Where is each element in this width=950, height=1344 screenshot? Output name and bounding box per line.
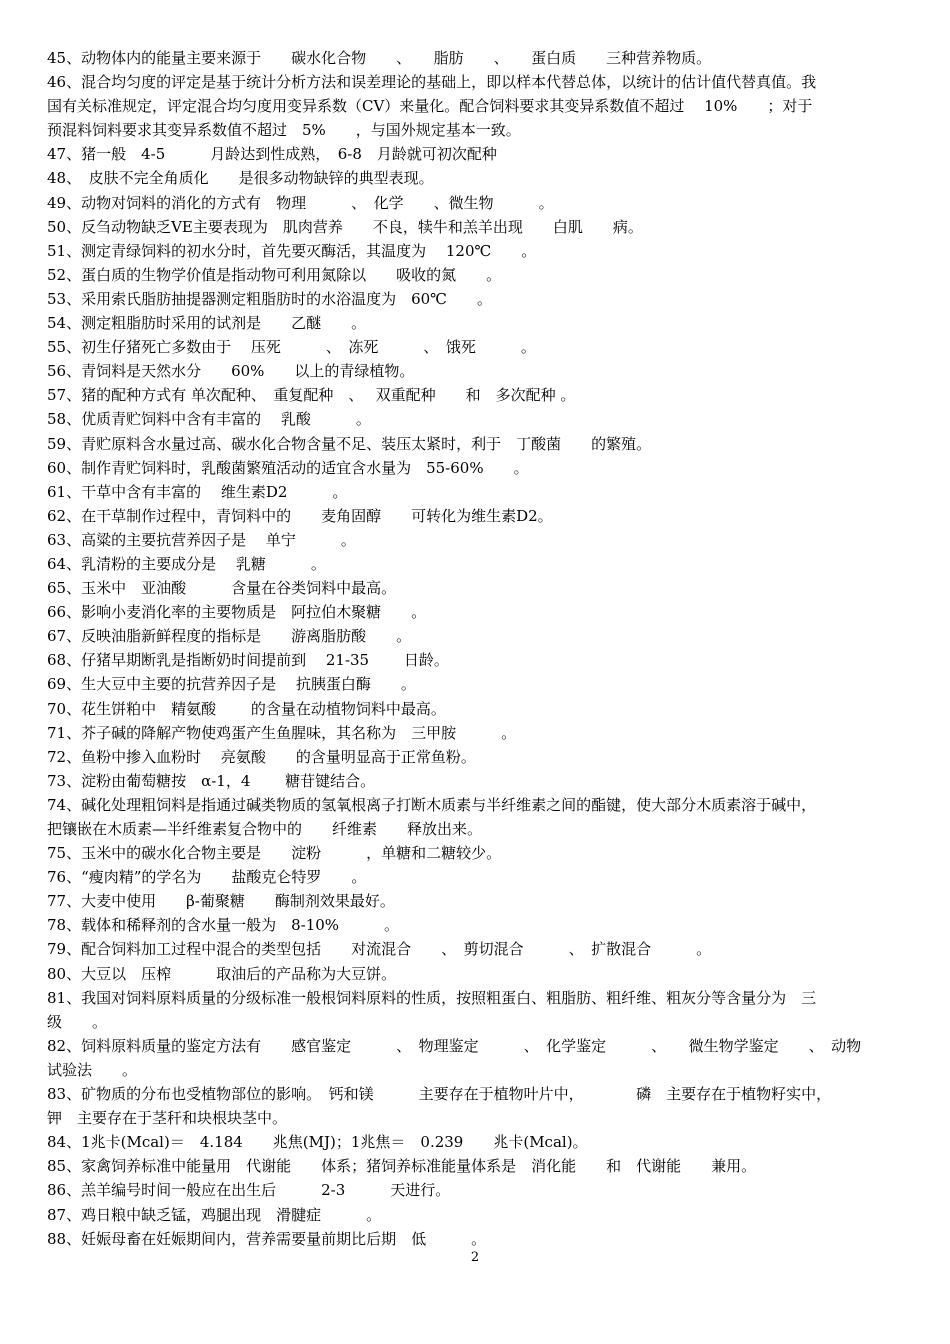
question-line: 69、生大豆中主要的抗营养因子是 抗胰蛋白酶 。	[47, 675, 416, 694]
question-line: 国有关标准规定，评定混合均匀度用变异系数（CV）来量化。配合饲料要求其变异系数值不超过 10% ；对于	[47, 97, 813, 116]
question-line: 59、青贮原料含水量过高、碳水化合物含量不足、装压太紧时，利于 丁酸菌 的繁殖。	[47, 434, 652, 453]
question-line: 钾 主要存在于茎秆和块根块茎中。	[47, 1109, 288, 1128]
question-line: 试验法 。	[47, 1060, 138, 1079]
question-line: 80、大豆以 压榨 取油后的产品称为大豆饼。	[47, 964, 397, 983]
question-line: 83、矿物质的分布也受植物部位的影响。 钙和镁 主要存在于植物叶片中， 磷 主要存在于植物籽实中，	[47, 1085, 832, 1104]
question-line: 50、反刍动物缺乏VE主要表现为 肌肉营养 不良，犊牛和羔羊出现 白肌 病。	[47, 217, 643, 236]
question-line: 把镶嵌在木质素—半纤维素复合物中的 纤维素 释放出来。	[47, 820, 483, 838]
question-line: 66、影响小麦消化率的主要物质是 阿拉伯木聚糖 。	[47, 603, 427, 622]
question-line: 87、鸡日粮中缺乏锰，鸡腿出现 滑腱症 。	[47, 1205, 382, 1224]
question-line: 48、 皮肤不完全角质化 是很多动物缺锌的典型表现。	[47, 169, 434, 188]
question-line: 60、制作青贮饲料时，乳酸菌繁殖活动的适宜含水量为 55-60% 。	[47, 458, 529, 477]
question-line: 47、猪一般 4-5 月龄达到性成熟， 6-8 月龄就可初次配种	[47, 145, 497, 164]
question-line: 58、优质青贮饲料中含有丰富的 乳酸 。	[47, 410, 371, 429]
question-line: 75、玉米中的碳水化合物主要是 淀粉 ，单糖和二糖较少。	[47, 844, 502, 863]
question-line: 65、玉米中 亚油酸 含量在谷类饲料中最高。	[47, 579, 397, 598]
question-line: 81、我国对饲料原料质量的分级标准一般根饲料原料的性质，按照粗蛋白、粗脂肪、粗纤维、粗灰分等含量分为 三	[47, 988, 817, 1007]
question-line: 68、仔猪早期断乳是指断奶时间提前到 21-35 日龄。	[47, 651, 449, 670]
question-line: 预混料饲料要求其变异系数值不超过 5% ，与国外规定基本一致。	[47, 121, 521, 140]
question-line: 55、初生仔猪死亡多数由于 压死 、 冻死 、 饿死 。	[47, 338, 536, 357]
question-line: 51、测定青绿饲料的初水分时，首先要灭酶活，其温度为 120℃ 。	[47, 241, 537, 260]
question-line: 71、芥子碱的降解产物使鸡蛋产生鱼腥味，其名称为 三甲胺 。	[47, 723, 517, 742]
question-line: 70、花生饼粕中 精氨酸 的含量在动植物饲料中最高。	[47, 699, 446, 718]
question-line: 88、妊娠母畜在妊娠期间内，营养需要量前期比后期 低 。	[47, 1229, 487, 1248]
question-line: 54、测定粗脂肪时采用的试剂是 乙醚 。	[47, 314, 367, 333]
question-line: 57、猪的配种方式有 单次配种、 重复配种 、 双重配种 和 多次配种 。	[47, 386, 576, 405]
question-line: 64、乳清粉的主要成分是 乳糖 。	[47, 554, 326, 573]
question-line: 53、采用索氏脂肪抽提器测定粗脂肪时的水浴温度为 60℃ 。	[47, 289, 492, 308]
question-line: 84、1兆卡(Mcal)＝ 4.184 兆焦(MJ)；1兆焦＝ 0.239 兆卡(Mcal)。	[47, 1133, 588, 1152]
page-number: 2	[470, 1250, 480, 1265]
question-line: 79、配合饲料加工过程中混合的类型包括 对流混合 、 剪切混合 、 扩散混合 。	[47, 940, 712, 959]
question-line: 73、淀粉由葡萄糖按 α-1，4 糖苷键结合。	[47, 771, 376, 790]
question-line: 级 。	[47, 1012, 108, 1031]
question-line: 52、蛋白质的生物学价值是指动物可利用氮除以 吸收的氮 。	[47, 265, 502, 284]
question-line: 82、饲料原料质量的鉴定方法有 感官鉴定 、 物理鉴定 、 化学鉴定 、 微生物学鉴定 、 动物	[47, 1036, 862, 1055]
question-line: 45、动物体内的能量主要来源于 碳水化合物 、 脂肪 、 蛋白质 三种营养物质。	[47, 49, 712, 67]
question-line: 61、干草中含有丰富的 维生素D2 。	[47, 482, 348, 501]
question-list	[47, 46, 909, 1251]
question-line: 56、青饲料是天然水分 60% 以上的青绿植物。	[47, 362, 415, 381]
question-line: 49、动物对饲料的消化的方式有 物理 、 化学 、微生物 。	[47, 193, 554, 212]
question-line: 74、碱化处理粗饲料是指通过碱类物质的氢氧根离子打断木质素与半纤维素之间的酯键，使大部分木质素溶于碱中，	[47, 795, 817, 814]
question-line: 63、高粱的主要抗营养因子是 单宁 。	[47, 530, 356, 549]
question-line: 76、“瘦肉精”的学名为 盐酸克仑特罗 。	[47, 868, 367, 887]
question-line: 86、羔羊编号时间一般应在出生后 2-3 天进行。	[47, 1181, 451, 1200]
question-line: 62、在干草制作过程中，青饲料中的 麦角固醇 可转化为维生素D2。	[47, 506, 553, 525]
question-line: 77、大麦中使用 β-葡聚糖 酶制剂效果最好。	[47, 892, 395, 911]
question-line: 67、反映油脂新鲜程度的指标是 游离脂肪酸 。	[47, 627, 412, 646]
question-line: 78、载体和稀释剂的含水量一般为 8-10% 。	[47, 916, 400, 935]
question-line: 85、家禽饲养标准中能量用 代谢能 体系；猪饲养标准能量体系是 消化能 和 代谢能 兼用。	[47, 1157, 757, 1176]
question-line: 46、混合均匀度的评定是基于统计分析方法和误差理论的基础上，即以样本代替总体，以统计的估计值代替真值。我	[47, 73, 817, 92]
question-line: 72、鱼粉中掺入血粉时 亮氨酸 的含量明显高于正常鱼粉。	[47, 747, 476, 766]
